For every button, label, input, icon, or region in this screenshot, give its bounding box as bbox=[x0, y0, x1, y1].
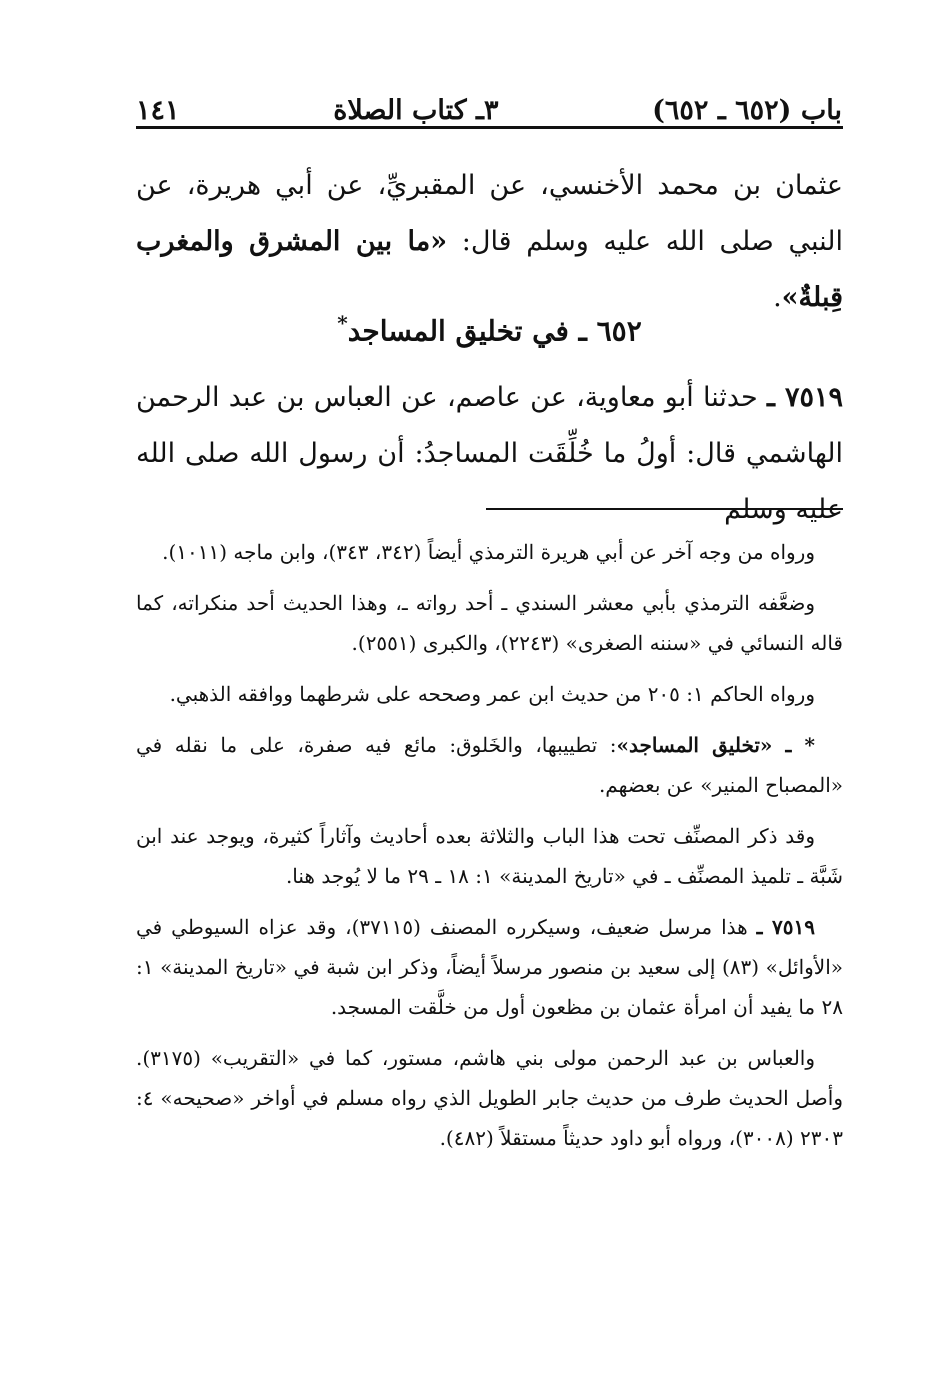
footnote-text: وضعَّفه الترمذي بأبي معشر السندي ـ أحد رواته ـ، وهذا الحديث أحد منكراته، كما قاله النسائي في «سننه الصغرى» (٢٢٤٣)، والكبرى (٢٥٥١). bbox=[136, 591, 843, 655]
hadith-number: ٧٥١٩ ـ bbox=[767, 382, 843, 413]
footnote-paragraph bbox=[136, 725, 843, 805]
footnote-marker: * bbox=[337, 311, 348, 335]
footnote-text: ورواه الحاكم ١: ٢٠٥ من حديث ابن عمر وصححه على شرطهما ووافقه الذهبي. bbox=[169, 682, 815, 706]
header-rule bbox=[136, 126, 843, 129]
intro-end: . bbox=[773, 282, 782, 313]
book-title: ٣ـ كتاب الصلاة bbox=[333, 95, 499, 126]
footnote-paragraph bbox=[136, 583, 843, 663]
prophetic-quote: «ما بين المشرق والمغرب قِبلةٌ» bbox=[136, 226, 843, 313]
footnote-paragraph bbox=[136, 907, 843, 1027]
footnote-text: : تطييبها، والخَلوق: مائع فيه صفرة، على ما نقله في «المصباح المنير» عن بعضهم. bbox=[136, 733, 843, 797]
page-number: ١٤١ bbox=[136, 95, 180, 126]
footnote-paragraph bbox=[136, 1038, 843, 1158]
hadith-paragraph bbox=[136, 370, 843, 538]
footnote-text: ورواه من وجه آخر عن أبي هريرة الترمذي أيضاً (٣٤٢، ٣٤٣)، وابن ماجه (١٠١١). bbox=[162, 540, 815, 564]
footnote-text: والعباس بن عبد الرحمن مولى بني هاشم، مستور، كما في «التقريب» (٣١٧٥). وأصل الحديث طرف من حديث جابر الطويل الذي رواه مسلم في أواخر «صحيحه» ٤: ٢٣٠٣ (٣٠٠٨)، ورواه أبو داود حديثاً مستقلاً (٤٨٢). bbox=[136, 1046, 843, 1150]
footnote-paragraph bbox=[136, 816, 843, 896]
footnote-lead: ٧٥١٩ ـ bbox=[756, 915, 815, 939]
running-header bbox=[136, 82, 842, 126]
footnote-text: وقد ذكر المصنِّف تحت هذا الباب والثلاثة بعده أحاديث وآثاراً كثيرة، ويوجد عند ابن شَبَّة ـ تلميذ المصنِّف ـ في «تاريخ المدينة» ١: ١٨ ـ ٢٩ ما لا يُوجد هنا. bbox=[136, 824, 843, 888]
intro-text: عثمان بن محمد الأخنسي، عن المقبريِّ، عن أبي هريرة، عن النبي صلى الله عليه وسلم قال: bbox=[136, 170, 844, 257]
footnote-paragraph bbox=[136, 532, 843, 572]
chapter-heading bbox=[136, 298, 843, 356]
footnote-separator bbox=[486, 508, 843, 510]
chapter-range: باب (٦٥٢ ـ ٦٥٢) bbox=[652, 95, 842, 126]
footnote-text: هذا مرسل ضعيف، وسيكرره المصنف (٣٧١١٥)، وقد عزاه السيوطي في «الأوائل» (٨٣) إلى سعيد بن منصور مرسلاً أيضاً، وذكر ابن شبة في «تاريخ المدينة» ١: ٢٨ ما يفيد أن امرأة عثمان بن مظعون أول من خلَّقت المسجد. bbox=[136, 915, 843, 1019]
hadith-text: حدثنا أبو معاوية، عن عاصم، عن العباس بن عبد الرحمن الهاشمي قال: أولُ ما خُلِّقَت المساجدُ: أن رسول الله صلى الله عليه وسلم bbox=[136, 382, 843, 525]
footnote-paragraph bbox=[136, 674, 843, 714]
footnote-lead: * ـ «تخليق المساجد» bbox=[616, 733, 816, 757]
footnotes bbox=[136, 532, 843, 1169]
chapter-title: ٦٥٢ ـ في تخليق المساجد bbox=[347, 314, 642, 348]
